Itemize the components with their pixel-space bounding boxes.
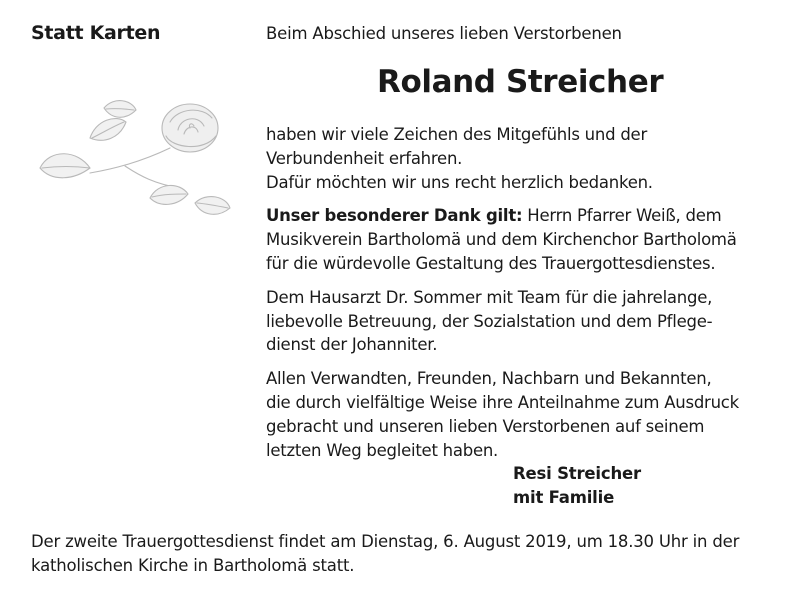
text-line: Musikverein Bartholomä und dem Kirchenchor Bartholomä [266,230,737,250]
paragraph-special-thanks [266,204,776,275]
rose-icon [30,98,248,228]
text-line: gebracht und unseren lieben Verstorbenen auf seinem [266,416,705,436]
text-line: haben wir viele Zeichen des Mitgefühls und der [266,125,647,144]
text-line: Der zweite Trauergottesdienst findet am Dienstag, 6. August 2019, um 18.30 Uhr in der [31,532,740,551]
signature-family: mit Familie [513,488,615,507]
text-line: die durch vielfältige Weise ihre Anteilnahme zum Ausdruck [266,392,739,412]
paragraph-doctor [266,286,776,357]
thanks-text [266,123,776,472]
notice-type-heading: Statt Karten [31,22,161,44]
text-line: dienst der Johanniter. [266,335,438,355]
paragraph-sympathy [266,123,776,194]
paragraph-relatives [266,367,776,462]
text-line: letzten Weg begleitet haben. [266,440,499,460]
text-line: Allen Verwandten, Freunden, Nachbarn und Bekannten, [266,369,712,389]
text-line [266,204,776,228]
text-line: Dafür möchten wir uns recht herzlich bedanken. [266,172,653,192]
text-line: Verbundenheit erfahren. [266,148,463,168]
service-notice [31,530,781,578]
signature [513,462,641,510]
text-line: liebevolle Betreuung, der Sozialstation und dem Pflege- [266,311,713,331]
text-line: für die würdevolle Gestaltung des Trauergottesdienstes. [266,253,716,273]
special-thanks-lead: Unser besonderer Dank gilt: [266,206,523,226]
intro-line: Beim Abschied unseres lieben Verstorbenen [266,24,622,43]
deceased-name: Roland Streicher [377,64,664,100]
text-line: katholischen Kirche in Bartholomä statt. [31,556,355,575]
text-line: Dem Hausarzt Dr. Sommer mit Team für die jahrelange, [266,287,713,307]
signature-name: Resi Streicher [513,464,641,483]
text-fragment: Herrn Pfarrer Weiß, dem [522,206,722,226]
